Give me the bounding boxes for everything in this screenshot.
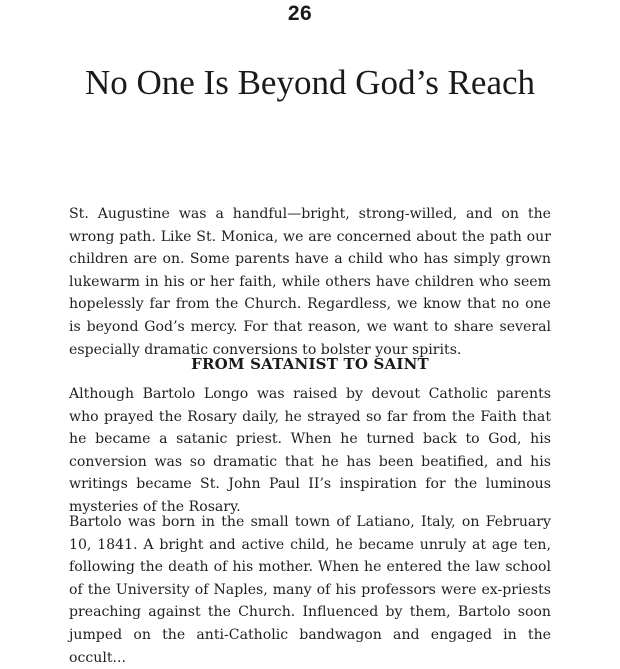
- chapter-number: 26: [287, 2, 313, 25]
- intro-paragraph: St. Augustine was a handful—bright, strong-willed, and on the wrong path. Like St. Monica, we are concerned about the path our children are on. Some parents have a child who has simply grown lukewarm in his or her faith, while others have children who seem hopelessly far from the Church. Regardless, we know that no one is beyond God’s mercy. For that reason, we want to share several especially dramatic conversions to bolster your spirits.: [69, 206, 551, 358]
- section-heading: FROM SATANIST TO SAINT: [191, 355, 429, 373]
- chapter-title: No One Is Beyond God’s Reach: [84, 63, 536, 102]
- body-paragraph: Although Bartolo Longo was raised by devout Catholic parents who prayed the Rosary daily, he strayed so far from the Faith that he became a satanic priest. When he turned back to God, his conversion was so dramatic that he has been beatified, and his writings became St. John Paul II’s inspiration for the luminous mysteries of the Rosary.: [69, 386, 551, 515]
- body-paragraph: Bartolo was born in the small town of Latiano, Italy, on February 10, 1841. A bright and active child, he became unruly at age ten, following the death of his mother. When he entered the law school of the University of Naples, many of his professors were ex-priests preaching against the Church. Influenced by them, Bartolo soon jumped on the anti-Catholic bandwagon and engaged in the occult...: [69, 514, 551, 666]
